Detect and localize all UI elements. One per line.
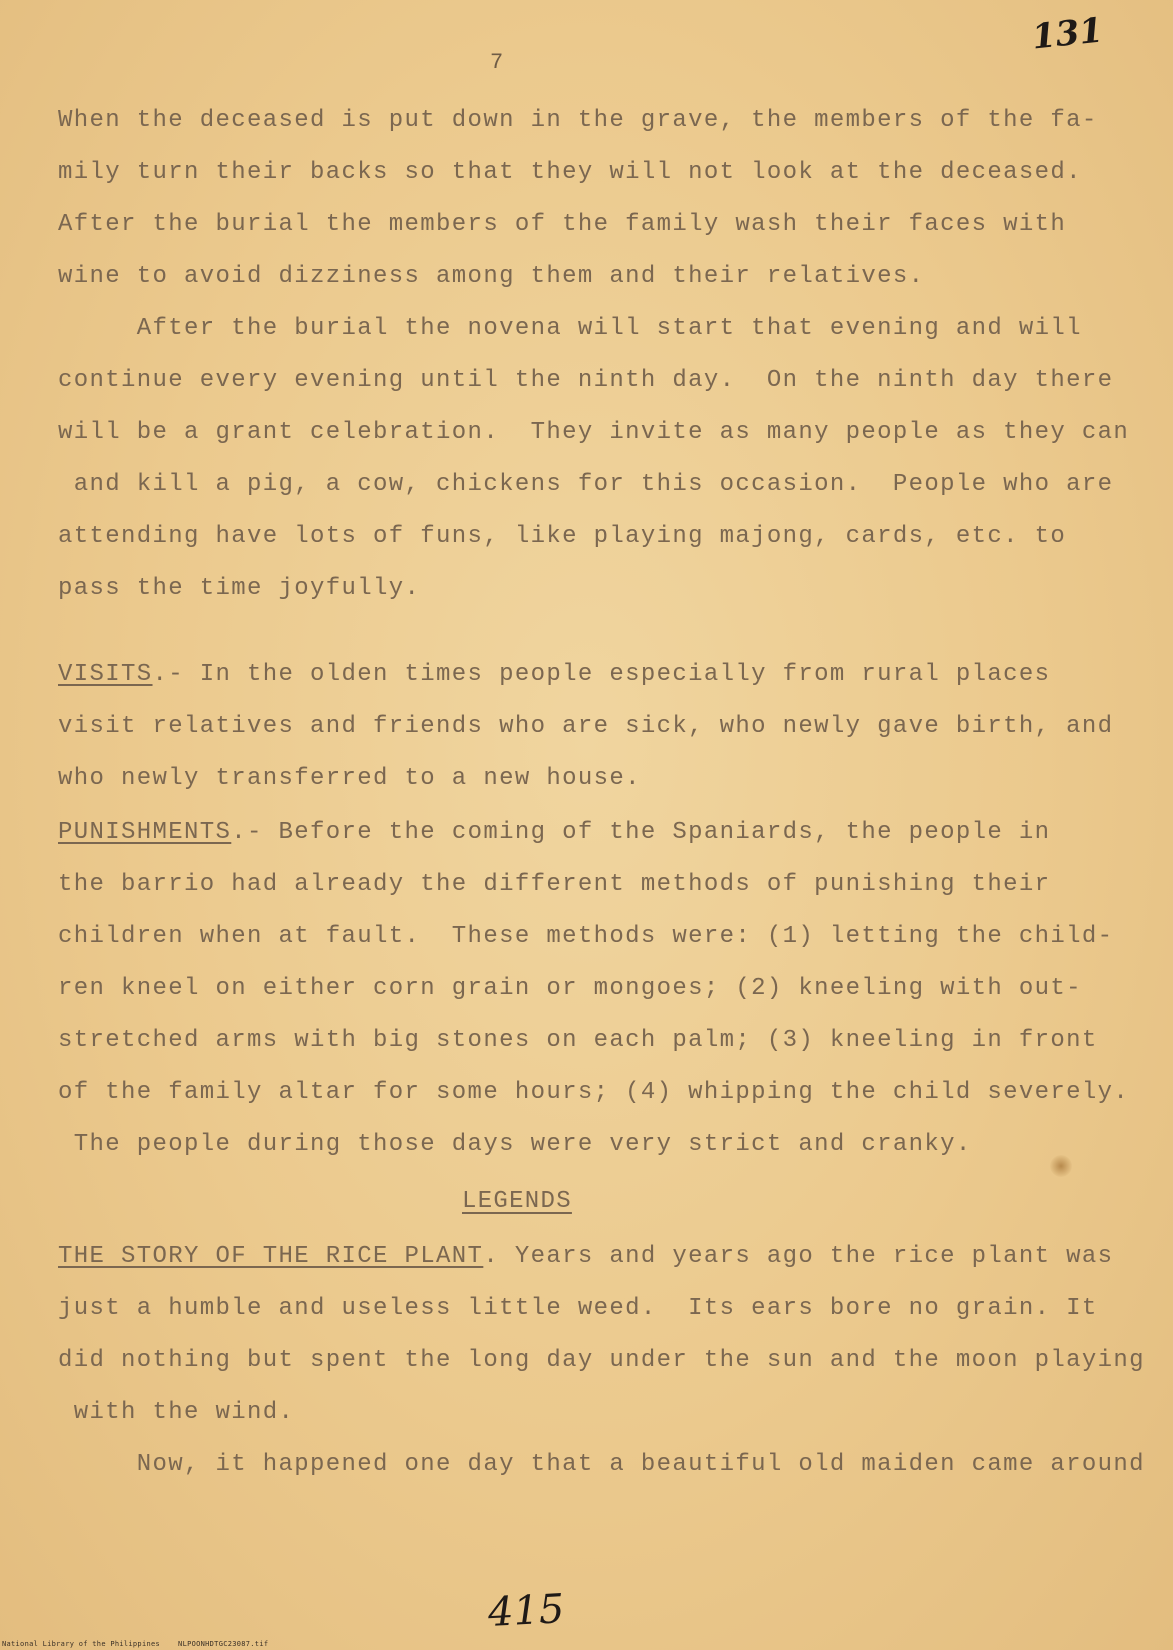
paragraph-1-line: wine to avoid dizziness among them and their relatives. [58,263,925,290]
legends-line: did nothing but spent the long day under the sun and the moon playing [58,1347,1145,1374]
punishments-text: .- Before the coming of the Spaniards, the people in [231,819,1051,846]
paragraph-1-line: After the burial the members of the family wash their faces with [58,211,1067,238]
archive-footer: National Library of the Philippines NLPOONHDTGC23087.tif [2,1640,269,1648]
visits-label: VISITS [58,661,153,688]
paragraph-1-line: When the deceased is put down in the grave, the members of the fa- [58,107,1098,134]
visits-line: who newly transferred to a new house. [58,765,641,792]
legends-line: just a humble and useless little weed. Its ears bore no grain. It [58,1295,1098,1322]
visits-line: visit relatives and friends who are sick, who newly gave birth, and [58,713,1114,740]
punishments-line: The people during those days were very strict and cranky. [58,1131,972,1158]
paragraph-2-line: pass the time joyfully. [58,575,421,602]
story-text: . Years and years ago the rice plant was [483,1243,1114,1270]
punishments-line: the barrio had already the different methods of punishing their [58,871,1051,898]
typed-page-number: 7 [490,50,504,75]
paragraph-2-line: After the burial the novena will start that evening and will [58,315,1082,342]
legends-line: Now, it happened one day that a beautiful old maiden came around [58,1451,1145,1478]
punishments-line: ren kneel on either corn grain or mongoes; (2) kneeling with out- [58,975,1082,1002]
paragraph-1-line: mily turn their backs so that they will not look at the deceased. [58,159,1082,186]
punishments-line [58,816,1050,850]
paper-stain [1050,1155,1072,1177]
handwritten-folio-number: 415 [486,1586,566,1636]
punishments-label: PUNISHMENTS [58,819,232,846]
paragraph-2-line: attending have lots of funs, like playing majong, cards, etc. to [58,523,1067,550]
punishments-line: of the family altar for some hours; (4) whipping the child severely. [58,1079,1130,1106]
visits-line [58,658,1050,692]
legends-heading: LEGENDS [462,1188,572,1215]
paragraph-2-line: continue every evening until the ninth day. On the ninth day there [58,367,1114,394]
legends-line: with the wind. [58,1399,295,1426]
paragraph-2-line: will be a grant celebration. They invite as many people as they can [58,419,1130,446]
punishments-line: stretched arms with big stones on each palm; (3) kneeling in front [58,1027,1098,1054]
paragraph-2-line: and kill a pig, a cow, chickens for this occasion. People who are [58,471,1114,498]
visits-text: .- In the olden times people especially from rural places [152,661,1051,688]
story-title: THE STORY OF THE RICE PLANT [58,1243,484,1270]
handwritten-page-number: 131 [1030,10,1105,58]
legends-line [58,1240,1113,1274]
punishments-line: children when at fault. These methods were: (1) letting the child- [58,923,1114,950]
